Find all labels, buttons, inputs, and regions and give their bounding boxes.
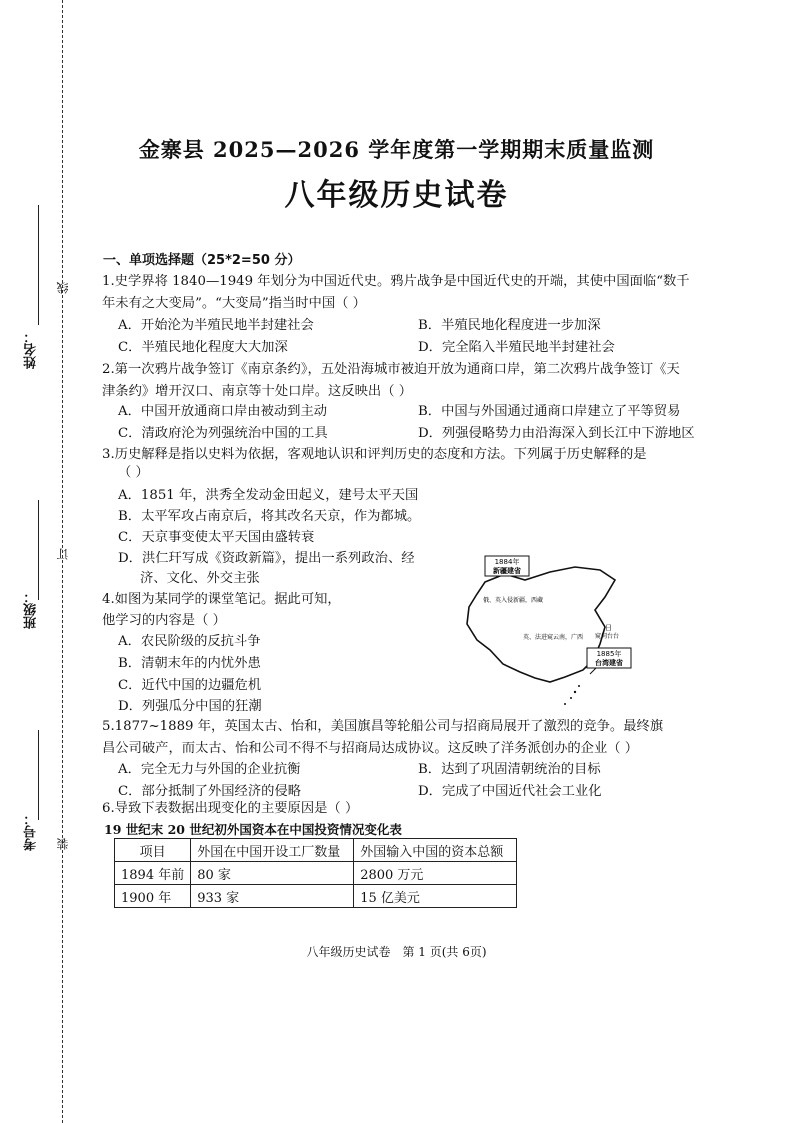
q5-option-b: B．达到了巩固清朝统治的目标 <box>418 762 601 777</box>
q4-line2: 他学习的内容是（ ） <box>102 613 226 628</box>
q2-line1: 2.第一次鸦片战争签订《南京条约》，五处沿海城市被迫开放为通商口岸，第二次鸦片战争签订《天 <box>102 362 680 377</box>
table-cell: 933 家 <box>191 885 354 908</box>
q1-option-d: D．完全陷入半殖民地半封建社会 <box>418 340 615 355</box>
q2-option-a: A．中国开放通商口岸由被动到主动 <box>118 404 328 419</box>
island-4 <box>578 685 580 687</box>
q3-line1: 3.历史解释是指以史料为依据，客观地认识和评判历史的态度和方法。下列属于历史解释的是 <box>102 447 647 462</box>
q6-line1: 6.导致下表数据出现变化的主要原因是（ ） <box>102 801 359 816</box>
q1-option-a: A．开始沦为半殖民地半封建社会 <box>118 318 314 333</box>
class-fill-line <box>38 500 39 600</box>
east2-label: 窥伺台台 <box>595 633 620 640</box>
table-row <box>115 862 517 885</box>
q5-option-a: A．完全无力与外国的企业抗衡 <box>118 762 301 777</box>
q2-option-b: B．中国与外国通过通商口岸建立了平等贸易 <box>418 404 681 419</box>
southwest-label: 英、法进窥云南，广西 <box>523 634 584 641</box>
china-map-figure <box>455 552 635 712</box>
table-row <box>115 885 517 908</box>
page-footer: 八年级历史试卷 第 1 页(共 6页) <box>306 945 487 959</box>
q2-option-d: D．列强侵略势力由沿海深入到长江中下游地区 <box>418 426 695 441</box>
q3-option-c: C．天京事变使太平天国由盛转衰 <box>118 530 315 545</box>
table-cell: 80 家 <box>191 862 354 885</box>
table-cell: 2800 万元 <box>354 862 517 885</box>
class-label: 班级： <box>24 590 39 629</box>
tibet-label: 俄、英入侵新疆，西藏 <box>483 597 544 604</box>
q4-line1: 4.如图为某同学的课堂笔记。据此可知， <box>102 592 341 607</box>
xinjiang-year: 1884年 <box>494 558 520 566</box>
q1-line2: 年未有之大变局”。“大变局”指当时中国（ ） <box>102 296 366 311</box>
name-label: 姓名： <box>24 330 39 369</box>
q3-option-d: D．洪仁玕写成《资政新篇》，提出一系列政治、经 <box>118 551 415 566</box>
q4-option-d: D．列强瓜分中国的狂潮 <box>118 699 262 714</box>
table-header-cell: 外国输入中国的资本总额 <box>354 839 517 862</box>
investment-table <box>114 838 517 908</box>
q5-option-d: D．完成了中国近代社会工业化 <box>418 784 602 799</box>
island-1 <box>574 691 576 693</box>
table-caption: 19 世纪末 20 世纪初外国资本在中国投资情况变化表 <box>104 822 402 837</box>
seat-label: 考号： <box>24 812 39 851</box>
table-cell: 15 亿美元 <box>354 885 517 908</box>
q3-option-a: A．1851 年，洪秀全发动金田起义，建号太平天国 <box>118 488 419 503</box>
q1-option-b: B．半殖民地化程度进一步加深 <box>418 318 601 333</box>
table-cell: 1894 年前 <box>115 862 191 885</box>
q5-line1: 5.1877~1889 年，英国太古、怡和，美国旗昌等轮船公司与招商局展开了激烈的竞争。最终旗 <box>102 719 664 734</box>
q5-line2: 昌公司破产，而太古、怡和公司不得不与招商局达成协议。这反映了洋务派创办的企业（ ） <box>102 741 639 756</box>
table-header-cell: 项目 <box>115 839 191 862</box>
section-heading: 一、单项选择题（25*2=50 分） <box>103 253 301 268</box>
table-header-cell: 外国在中国开设工厂数量 <box>191 839 354 862</box>
island-2 <box>570 697 572 699</box>
q3-line2: （ ） <box>118 465 149 480</box>
q5-option-c: C．部分抵制了外国经济的侵略 <box>118 784 302 799</box>
q1-option-c: C．半殖民地化程度大大加深 <box>118 340 288 355</box>
island-3 <box>564 703 566 705</box>
binding-mark-bind: 装 <box>56 838 70 850</box>
table-cell: 1900 年 <box>115 885 191 908</box>
q1-line1: 1.史学界将 1840—1949 年划分为中国近代史。鸦片战争是中国近代史的开端，其使中国面临“数千 <box>102 274 690 289</box>
exam-subtitle: 八年级历史试卷 <box>284 178 509 213</box>
taiwan-year: 1885年 <box>596 650 622 658</box>
q4-option-c: C．近代中国的边疆危机 <box>118 678 262 693</box>
q2-option-c: C．清政府沦为列强统治中国的工具 <box>118 426 328 441</box>
q3-option-d-cont: 济、文化、外交主张 <box>140 571 260 586</box>
east-label: 日 <box>605 624 612 632</box>
exam-title: 金寨县 2025—2026 学年度第一学期期末质量监测 <box>138 137 655 162</box>
binding-mark-line: 线 <box>56 282 70 294</box>
binding-mark-order: 订 <box>56 548 70 560</box>
q3-option-b: B．太平军攻占南京后，将其改名天京，作为都城。 <box>118 509 421 524</box>
taiwan-name: 台湾建省 <box>595 659 623 667</box>
q2-line2: 津条约》增开汉口、南京等十处口岸。这反映出（ ） <box>102 384 413 399</box>
table-header-row <box>115 839 517 862</box>
q4-option-b: B．清朝末年的内忧外患 <box>118 656 261 671</box>
q4-option-a: A．农民阶级的反抗斗争 <box>118 634 261 649</box>
xinjiang-name: 新疆建省 <box>493 567 521 575</box>
name-fill-line <box>38 205 39 325</box>
seat-fill-line <box>38 730 39 820</box>
